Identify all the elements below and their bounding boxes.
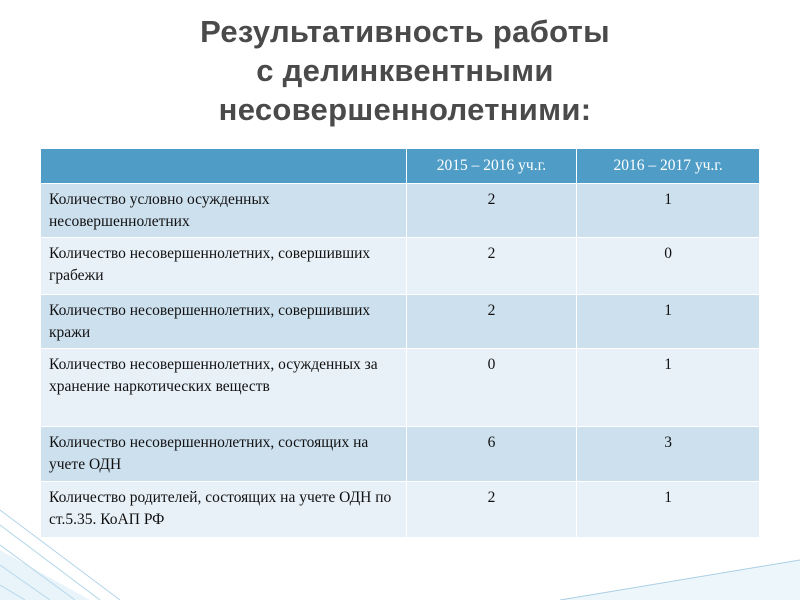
table-header-row: [41, 149, 760, 184]
header-cell-2015-2016: 2015 – 2016 уч.г.: [406, 149, 577, 184]
table-row: [41, 184, 760, 238]
value-2016-2017: 3: [577, 427, 760, 482]
page-title-line-2: с делинквентными: [256, 53, 554, 88]
page-title: [60, 12, 750, 129]
value-2015-2016: 2: [406, 184, 577, 238]
value-2016-2017: 1: [577, 349, 760, 427]
page-title-line-3: несовершеннолетними:: [218, 92, 592, 127]
row-label: Количество несовершеннолетних, совершивших грабежи: [41, 238, 407, 295]
row-label: Количество несовершеннолетних, совершивших кражи: [41, 295, 407, 349]
table-row: [41, 295, 760, 349]
row-label: Количество условно осужденных несовершеннолетних: [41, 184, 407, 238]
page-title-line-1: Результативность работы: [200, 14, 610, 49]
value-2015-2016: 2: [406, 482, 577, 538]
header-cell-2016-2017: 2016 – 2017 уч.г.: [577, 149, 760, 184]
value-2015-2016: 2: [406, 238, 577, 295]
value-2015-2016: 6: [406, 427, 577, 482]
table-row: [41, 349, 760, 427]
row-label: Количество родителей, состоящих на учете ОДН по ст.5.35. КоАП РФ: [41, 482, 407, 538]
value-2015-2016: 0: [406, 349, 577, 427]
value-2016-2017: 1: [577, 482, 760, 538]
results-table: [40, 148, 760, 538]
value-2016-2017: 1: [577, 184, 760, 238]
row-label: Количество несовершеннолетних, осужденных за хранение наркотических веществ: [41, 349, 407, 427]
row-label: Количество несовершеннолетних, состоящих на учете ОДН: [41, 427, 407, 482]
value-2016-2017: 0: [577, 238, 760, 295]
table-row: [41, 482, 760, 538]
value-2015-2016: 2: [406, 295, 577, 349]
header-cell-empty: [41, 149, 407, 184]
table-row: [41, 427, 760, 482]
value-2016-2017: 1: [577, 295, 760, 349]
table-row: [41, 238, 760, 295]
